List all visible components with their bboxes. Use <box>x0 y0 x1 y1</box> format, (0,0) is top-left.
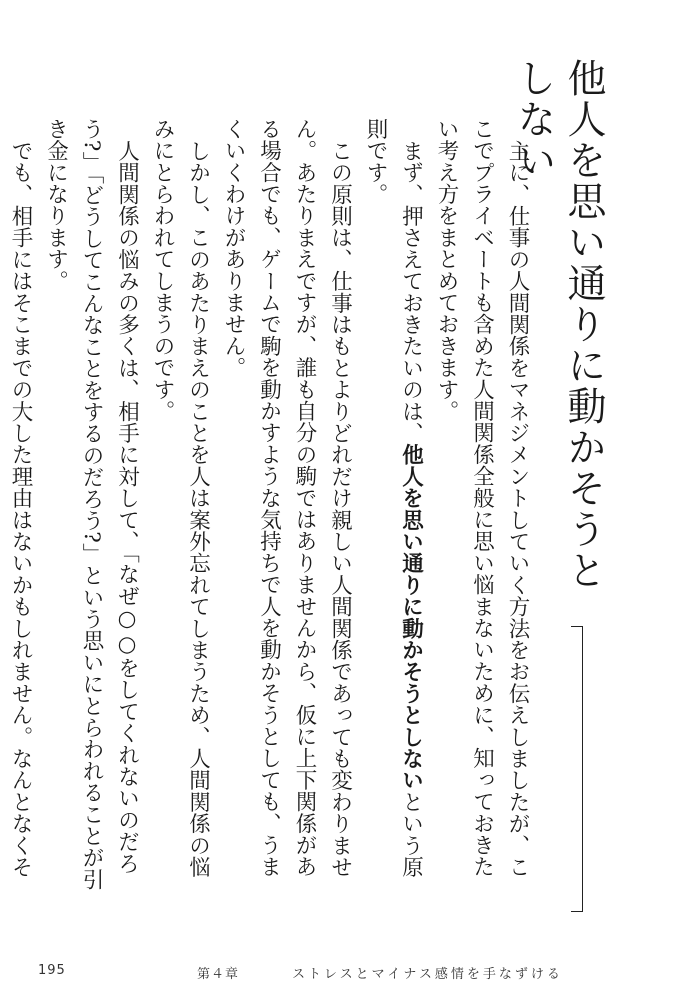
chapter-label: 第４章 <box>197 967 240 982</box>
page-title: 他人を思い通りに動かそうとしない <box>511 58 606 591</box>
chapter-title: ストレスとマイナス感情を手なずける <box>292 967 563 982</box>
paragraph <box>38 118 145 898</box>
emphasis-text: 他人を思い通りに動かそうとしない <box>398 443 424 791</box>
paragraph <box>145 118 216 898</box>
body-text <box>8 118 535 898</box>
paragraph <box>0 118 38 898</box>
paragraph-text: という原則です。 <box>363 118 424 878</box>
page-number: 195 <box>38 963 66 978</box>
title-block <box>511 58 608 908</box>
title-rule-cap-top <box>571 626 583 627</box>
paragraph <box>429 118 536 898</box>
title-rule-cap-bottom <box>571 911 583 912</box>
paragraph-text: しかし、このあたりまえのことを人は案外忘れてしまうため、人間関係の悩みにとらわれてしまうのです。 <box>150 118 211 878</box>
paragraph <box>216 118 358 898</box>
page-footer <box>0 963 681 987</box>
paragraph-text: でも、相手にはそこまでの大した理由はないかもしれません。なんとなくそ <box>8 139 33 878</box>
paragraph-text: この原則は、仕事はもとよりどれだけ親しい人間関係であっても変わりません。あたりまえですが、誰も自分の駒ではありませんから、仮に上下関係がある場合でも、ゲームで駒を動かすような気持ちで人を動かそうとしても、うまくいくわけがありません。 <box>221 118 353 878</box>
title-rule <box>582 626 583 912</box>
paragraph-text: 主に、仕事の人間関係をマネジメントしていく方法をお伝えしましたが、ここでプライベートも含めた人間関係全般に思い悩まないために、知っておきたい考え方をまとめておきます。 <box>434 118 530 878</box>
paragraph <box>358 118 429 898</box>
paragraph-text: 人間関係の悩みの多くは、相手に対して、「なぜ○○をしてくれないのだろう?」「どうしてこんなことをするのだろう?」という思いにとらわれることが引き金になります。 <box>43 118 140 891</box>
paragraph-text: まず、押さえておきたいのは、 <box>398 139 424 444</box>
